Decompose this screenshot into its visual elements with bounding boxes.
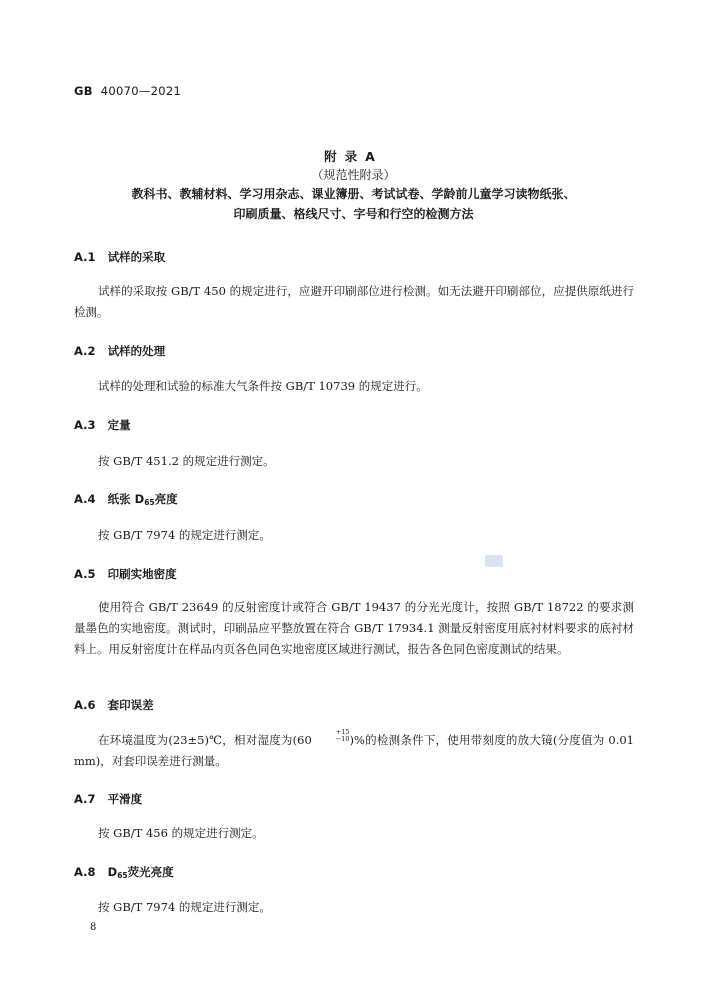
section-number: A.6 bbox=[74, 698, 96, 712]
section-number: A.7 bbox=[74, 792, 96, 806]
section-heading-a7 bbox=[74, 791, 142, 807]
section-title: 套印误差 bbox=[107, 698, 154, 712]
paragraph-registration bbox=[74, 729, 634, 772]
appendix-title-line1: 教科书、教辅材料、学习用杂志、课业簿册、考试试卷、学龄前儿童学习读物纸张、 bbox=[131, 187, 576, 201]
paragraph-grammage: 按 GB/T 451.2 的规定进行测定。 bbox=[98, 454, 275, 468]
section-title: 试样的处理 bbox=[107, 344, 166, 358]
section-heading-a4 bbox=[74, 491, 178, 507]
section-title-pre: D bbox=[107, 865, 118, 879]
paragraph-text-post: )%的检测条件下，使用带刻度的放大镜(分度值为 0.01 mm)，对套印误差进行测量。 bbox=[74, 733, 634, 768]
page-number: 8 bbox=[90, 922, 97, 933]
section-heading-a3 bbox=[74, 417, 131, 433]
paragraph-text-pre: 在环境温度为(23±5)℃，相对湿度为(60 bbox=[98, 733, 312, 747]
watermark-badge bbox=[485, 555, 503, 567]
section-heading-a8 bbox=[74, 864, 174, 880]
section-title: 平滑度 bbox=[107, 792, 143, 806]
section-heading-a6 bbox=[74, 697, 154, 713]
standard-number bbox=[74, 84, 181, 98]
appendix-title-line2: 印刷质量、格线尺寸、字号和行空的检测方法 bbox=[233, 207, 474, 221]
paragraph-print-density: 使用符合 GB/T 23649 的反射密度计或符合 GB/T 19437 的分光光度计，按照 GB/T 18722 的要求测量墨色的实地密度。测试时，印刷品应平整放置在符合 GB/T 17934.1 测量反射密度用底衬材料要求的底衬材料上。用反射密度计在样品内页各色同色实地密度区域进行测试，报告各色同色密度测试的结果。 bbox=[74, 600, 634, 656]
paragraph-smoothness: 按 GB/T 456 的规定进行测定。 bbox=[98, 826, 264, 840]
tolerance-stack bbox=[312, 729, 350, 743]
standard-prefix: GB bbox=[74, 84, 93, 98]
section-title-subscript: 65 bbox=[144, 498, 155, 507]
section-title: 印刷实地密度 bbox=[107, 567, 177, 581]
section-title: 试样的采取 bbox=[107, 250, 166, 264]
paragraph-conditioning: 试样的处理和试验的标准大气条件按 GB/T 10739 的规定进行。 bbox=[98, 379, 428, 393]
section-title bbox=[108, 492, 178, 506]
section-number: A.1 bbox=[74, 250, 96, 264]
section-title-subscript: 65 bbox=[117, 871, 128, 880]
appendix-label: 附录A bbox=[324, 149, 383, 164]
section-number: A.5 bbox=[74, 567, 96, 581]
section-heading-a2 bbox=[74, 343, 165, 359]
section-number: A.8 bbox=[74, 865, 96, 879]
paragraph-brightness: 按 GB/T 7974 的规定进行测定。 bbox=[98, 528, 271, 542]
section-title bbox=[108, 865, 174, 879]
section-number: A.3 bbox=[74, 418, 96, 432]
tolerance-upper: +15 bbox=[335, 728, 350, 736]
standard-code: 40070—2021 bbox=[100, 84, 182, 98]
section-heading-a5 bbox=[74, 566, 177, 582]
section-title-post: 荧光亮度 bbox=[127, 865, 174, 879]
section-title: 定量 bbox=[107, 418, 131, 432]
section-number: A.4 bbox=[74, 492, 96, 506]
tolerance-lower: −10 bbox=[335, 735, 350, 743]
paragraph-sampling: 试样的采取按 GB/T 450 的规定进行，应避开印刷部位进行检测。如无法避开印刷部位，应提供原纸进行检测。 bbox=[74, 284, 634, 319]
section-heading-a1 bbox=[74, 249, 165, 265]
appendix-type: （规范性附录） bbox=[311, 168, 396, 182]
section-number: A.2 bbox=[74, 344, 96, 358]
paragraph-fluorescent-brightness: 按 GB/T 7974 的规定进行测定。 bbox=[98, 900, 271, 914]
section-title-pre: 纸张 D bbox=[107, 492, 145, 506]
section-title-post: 亮度 bbox=[154, 492, 178, 506]
